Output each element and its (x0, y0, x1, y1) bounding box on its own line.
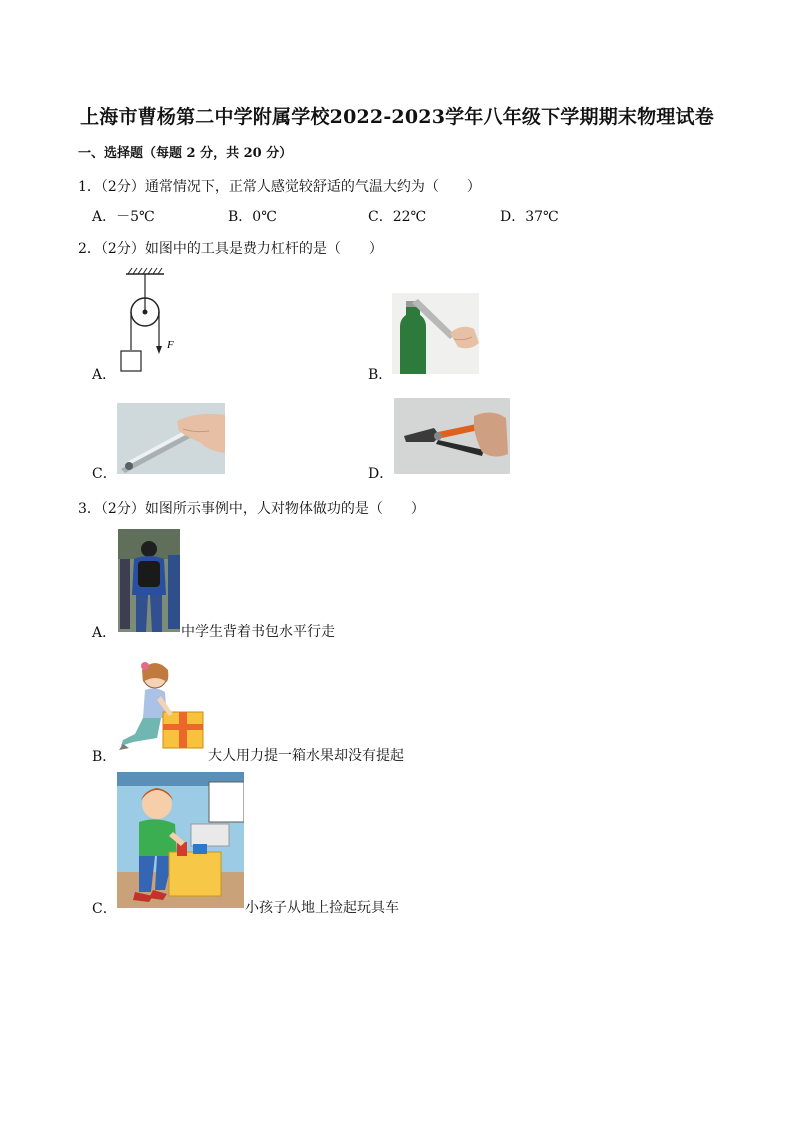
q2-option-d-label: D． (368, 466, 394, 482)
section-heading: 一、选择题（每题 2 分，共 20 分） (78, 146, 293, 161)
q3-option-c-label: C． (92, 901, 117, 917)
question-1-stem: 1．（2分）通常情况下，正常人感觉较舒适的气温大约为（ ） (78, 179, 481, 195)
q1-option-c: C．22℃ (368, 209, 427, 225)
student-backpack-photo (118, 529, 180, 632)
q3-option-b-caption: 大人用力提一箱水果却没有提起 (208, 748, 404, 764)
page-title: 上海市曹杨第二中学附属学校2022-2023学年八年级下学期期末物理试卷 (80, 106, 714, 128)
question-2-stem: 2．（2分）如图中的工具是费力杠杆的是（ ） (78, 241, 383, 257)
q3-option-b-label: B． (92, 749, 117, 765)
q1-option-d: D．37℃ (500, 209, 559, 225)
q2-option-c-label: C． (92, 466, 117, 482)
q1-option-b: B．0℃ (228, 209, 277, 225)
q3-option-c-caption: 小孩子从地上捡起玩具车 (245, 900, 399, 916)
q2-option-a-label: A． (92, 367, 117, 383)
tweezers-photo (117, 403, 225, 474)
q3-option-a-label: A． (92, 625, 117, 641)
pliers-photo (394, 398, 510, 474)
q2-option-b-label: B． (368, 367, 393, 383)
q1-option-a: A．－5℃ (92, 209, 155, 225)
pulley-diagram (118, 266, 188, 376)
child-picking-toy-illustration (117, 772, 244, 908)
force-label: F (167, 339, 174, 351)
question-3-stem: 3．（2分）如图所示事例中，人对物体做功的是（ ） (78, 501, 425, 517)
adult-lifting-box-illustration (117, 656, 207, 757)
q3-option-a-caption: 中学生背着书包水平行走 (181, 624, 335, 640)
bottle-opener-photo (392, 293, 479, 374)
